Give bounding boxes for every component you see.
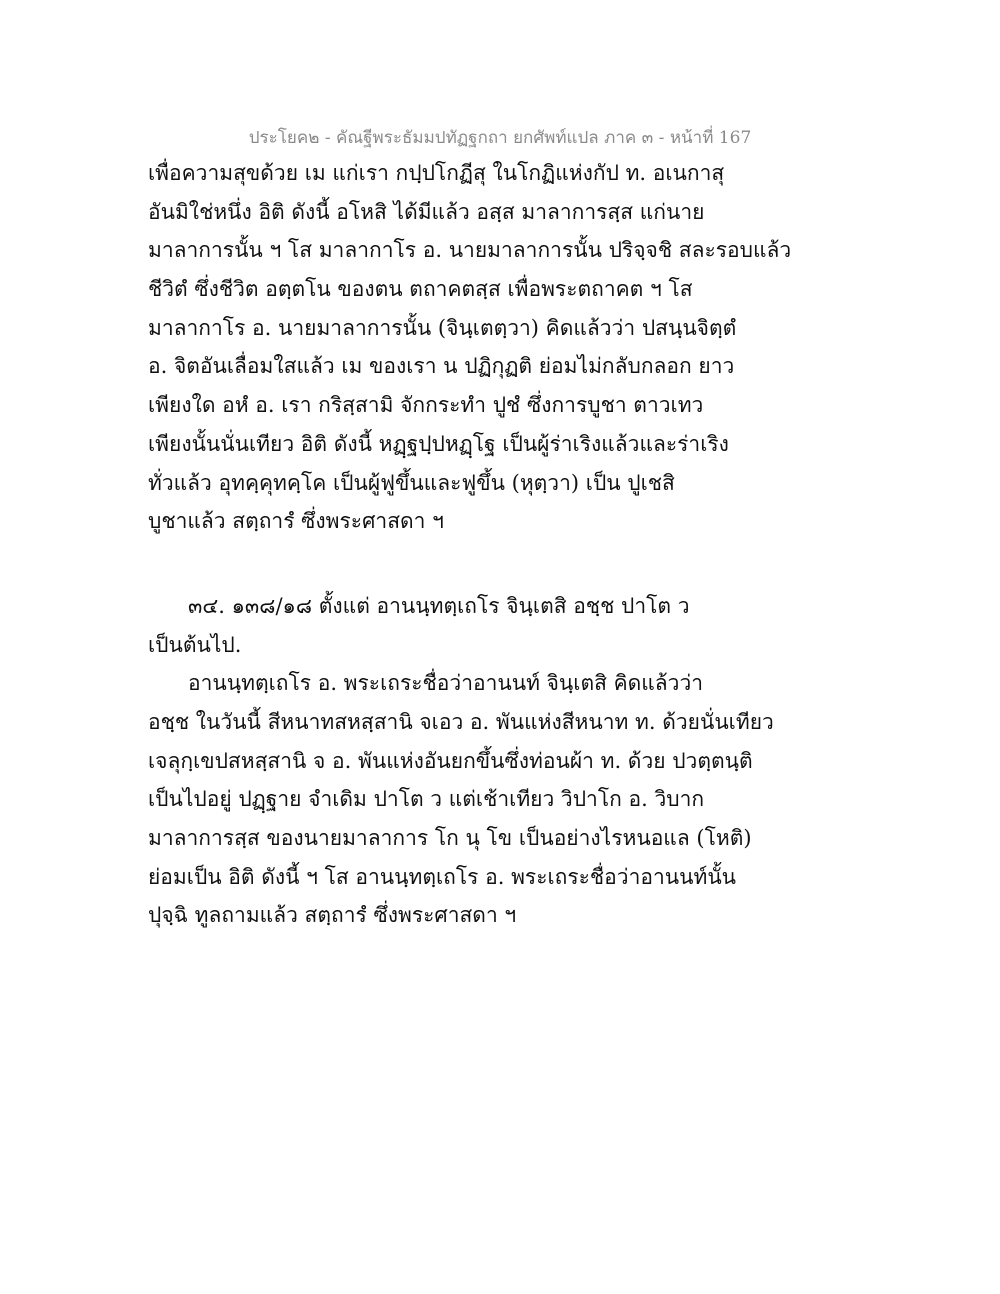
text-line: เพียงนั้นนั่นเทียว อิติ ดังนี้ หฏฺฐปฺปหฏฺโฐ เป็นผู้ร่าเริงแล้วและร่าเริง xyxy=(148,431,729,456)
text-line: เป็นไปอยู่ ปฏฺฐาย จำเดิม ปาโต ว แต่เช้าเทียว วิปาโก อ. วิบาก xyxy=(148,787,705,812)
text-line: บูชาแล้ว สตฺถารํ ซึ่งพระศาสดา ฯ xyxy=(148,509,444,534)
text-line: อ. จิตอันเลื่อมใสแล้ว เม ของเรา น ปฏิกุฏติ ย่อมไม่กลับกลอก ยาว xyxy=(148,354,735,379)
page-header: ประโยค๒ - คัณฐีพระธัมมปทัฏฐกถา ยกศัพท์แปล ภาค ๓ - หน้าที่ 167 xyxy=(248,128,752,148)
text-line: เจลุกฺเขปสหสฺสานิ จ อ. พันแห่งอันยกขึ้นซึ่งท่อนผ้า ท. ด้วย ปวตฺตนฺติ xyxy=(148,748,753,773)
paragraph-2 xyxy=(148,664,848,935)
text-line: มาลาการนั้น ฯ โส มาลากาโร อ. นายมาลาการนั้น ปริจฺจชิ สละรอบแล้ว xyxy=(148,238,792,263)
text-line: เพื่อความสุขด้วย เม แก่เรา กปฺปโกฏีสุ ในโกฏิแห่งกัป ท. อเนกาสุ xyxy=(148,161,725,185)
text-line: มาลาการสฺส ของนายมาลาการ โก นุ โข เป็นอย่างไรหนอแล (โหติ) xyxy=(148,826,752,850)
body-text xyxy=(148,154,848,935)
text-line: มาลากาโร อ. นายมาลาการนั้น (จินฺเตตฺวา) คิดแล้วว่า ปสนฺนจิตฺตํ xyxy=(148,315,737,340)
paragraph-spacer xyxy=(148,541,848,587)
text-line: อชฺช ในวันนี้ สีหนาทสหสฺสานิ จเอว อ. พันแห่งสีหนาท ท. ด้วยนั่นเทียว xyxy=(148,709,774,734)
text-line: ปุจฺฉิ ทูลถามแล้ว สตฺถารํ ซึ่งพระศาสดา ฯ xyxy=(148,903,517,928)
text-line: ทั่วแล้ว อุทคฺคุทคฺโค เป็นผู้ฟูขึ้นและฟูขึ้น (หุตฺวา) เป็น ปูเชสิ xyxy=(148,470,675,495)
section-heading xyxy=(148,587,848,664)
text-line: ย่อมเป็น อิติ ดังนี้ ฯ โส อานนฺทตฺเถโร อ. พระเถระชื่อว่าอานนท์นั้น xyxy=(148,864,737,889)
text-line: ชีวิตํ ซึ่งชีวิต อตฺตโน ของตน ตถาคตสฺส เพื่อพระตถาคต ฯ โส xyxy=(148,277,693,302)
text-line: อานนฺทตฺเถโร อ. พระเถระชื่อว่าอานนท์ จินฺเตสิ คิดแล้วว่า xyxy=(188,671,704,696)
paragraph-1 xyxy=(148,154,848,541)
text-line: เพียงใด อหํ อ. เรา กริสฺสามิ จักกระทำ ปูชํ ซึ่งการบูชา ตาวเทว xyxy=(148,393,704,418)
section-heading-line: เป็นต้นไป. xyxy=(148,632,242,657)
text-line: อันมิใช่หนึ่ง อิติ ดังนี้ อโหสิ ได้มีแล้ว อสฺส มาลาการสฺส แก่นาย xyxy=(148,199,705,224)
section-heading-line: ๓๔. ๑๓๘/๑๘ ตั้งแต่ อานนฺทตฺเถโร จินฺเตสิ อชฺช ปาโต ว xyxy=(188,593,690,618)
